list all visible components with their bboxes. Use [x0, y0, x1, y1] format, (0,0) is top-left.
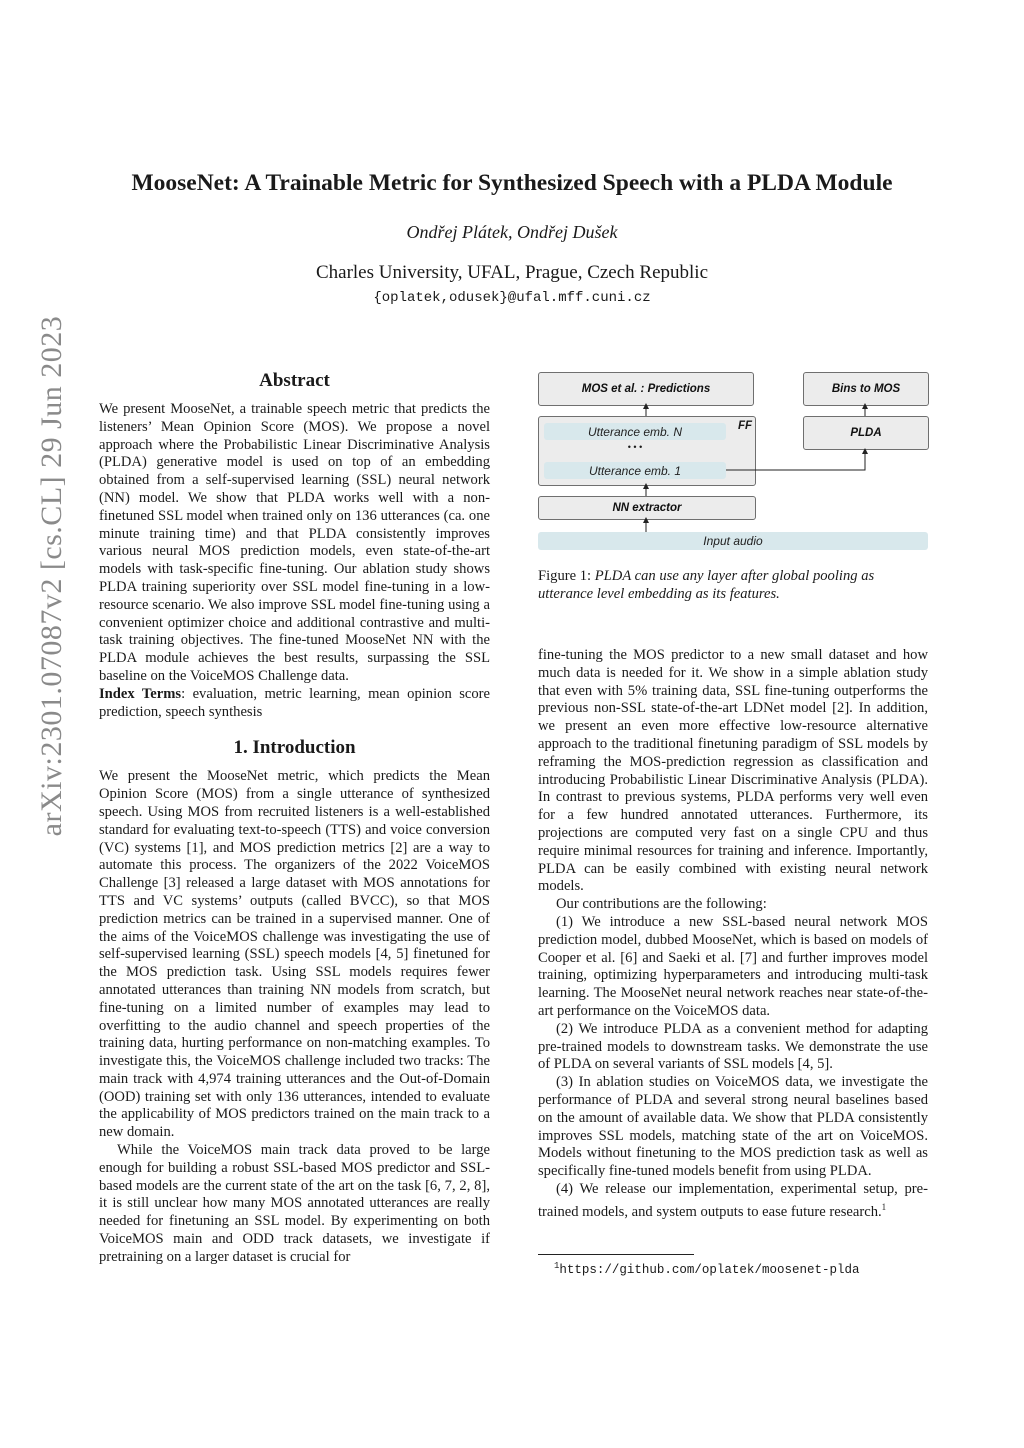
left-column — [99, 370, 490, 1267]
figure-arrows — [538, 370, 930, 552]
body-paragraph: Our contributions are the following: — [556, 896, 767, 913]
email: {oplatek,odusek}@ufal.mff.cuni.cz — [373, 290, 651, 306]
figure-diagram — [538, 370, 930, 552]
input-audio-bar: Input audio — [538, 532, 928, 550]
index-terms-text: : evaluation, metric learning, mean opinion score prediction, speech synthesis — [99, 685, 490, 720]
index-terms — [99, 686, 490, 722]
figure-caption-text: PLDA can use any layer after global pooling as utterance level embedding as its features. — [538, 568, 875, 602]
utterance-emb-1: Utterance emb. 1 — [544, 462, 726, 479]
paper-title: MooseNet: A Trainable Metric for Synthesized Speech with a PLDA Module — [131, 170, 893, 196]
contribution-item: (2) We introduce PLDA as a convenient method for adapting pre-trained models to downstream tasks. We demonstrate the use of PLDA on several variants of SSL models [4, 5]. — [538, 1020, 928, 1073]
figure-caption-label: Figure 1: — [538, 568, 595, 584]
contribution-item — [538, 1181, 928, 1221]
intro-paragraph: While the VoiceMOS main track data proved to be large enough for building a robust SSL-based MOS predictor and SSL-based models are the current state of the art on the task [6, 7, 2, 8], it is still unclear how many MOS annotated utterances are really needed for finetuning an SSL model. By experimenting on both VoiceMOS main and ODD track datasets, we investigate if pretraining on a larger dataset is crucial for — [99, 1142, 490, 1265]
abstract-heading: Abstract — [259, 370, 330, 391]
mos-predictions-box: MOS et al. : Predictions — [538, 372, 754, 406]
abstract-text: We present MooseNet, a trainable speech metric that predicts the listeners’ Mean Opinion Score (MOS). We propose a novel approach where the Probabilistic Linear Discriminative Analysis (PLDA) generative model is used on top of an embedding obtained from a self-supervised learning (SSL) neural network (NN) model. We show that PLDA works well with a non-finetuned SSL model when trained only on 136 utterances (ca. one minute training time) and that PLDA consistently improves various neural MOS prediction models, even state-of-the-art models with task-specific fine-tuning. Our ablation study shows PLDA training superiority over SSL model fine-tuning in a low-resource scenario. We also improve SSL model fine-tuning using a convenient optimizer choice and additional contrastive and multi-task training objectives. The fine-tuned MooseNet NN with the PLDA module achieves the best results, surpassing the SSL baseline on the VoiceMOS Challenge data. — [99, 401, 490, 684]
intro-paragraph: We present the MooseNet metric, which predicts the Mean Opinion Score (MOS) from a single utterance of synthesized speech. Using MOS from recruited listeners is a well-established standard for evaluating text-to-speech (TTS) and voice conversion (VC) systems [1], and MOS prediction metrics [2] are a way to automate this process. The organizers of the 2022 VoiceMOS Challenge [3] released a large dataset with MOS annotations for TTS and VC systems’ outputs (called BVCC), so that MOS prediction metrics can be trained in a supervised manner. One of the aims of the VoiceMOS challenge was investigating the use of self-supervised learning (SSL) speech models [4, 5] finetuned for the MOS prediction task. Using SSL models requires fewer annotated utterances than training NN models from scratch, but fine-tuning on a limited number of examples may lead to overfitting to the audio channel and speech properties of the training data, hurting performance on non-matching examples. To investigate this, the VoiceMOS challenge included two tracks: The main track with 4,974 training utterances and the Out-of-Domain (OOD) training set with only 136 utterances, intended to evaluate the applicability of MOS predictors trained on the main track to a new domain. — [99, 768, 490, 1141]
footnote-url[interactable]: https://github.com/oplatek/moosenet-plda — [559, 1263, 860, 1278]
arrow-emb-to-plda — [726, 451, 865, 470]
nn-extractor-box: NN extractor — [538, 496, 756, 520]
right-column — [538, 647, 928, 1221]
utterance-emb-n: Utterance emb. N — [544, 423, 726, 440]
plda-box: PLDA — [803, 416, 929, 450]
footnote-ref: 1 — [881, 1201, 887, 1212]
contribution-item: (1) We introduce a new SSL-based neural network MOS prediction model, dubbed MooseNet, which is based on models of Cooper et al. [6] and Saeki et al. [7] and further improves model training, optimizing hyperparameters and introducing multi-task learning. The MooseNet neural network reaches near state-of-the-art performance on the VoiceMOS data. — [538, 913, 928, 1019]
contribution-text: (4) We release our implementation, experimental setup, pre-trained models, and system outputs to ease future research. — [538, 1180, 928, 1220]
figure-caption — [538, 567, 930, 603]
authors: Ondřej Plátek, Ondřej Dušek — [406, 222, 618, 242]
ff-label: FF — [738, 420, 753, 432]
intro-heading: 1. Introduction — [233, 737, 356, 759]
footnote-mark: 1 — [554, 1261, 560, 1271]
body-paragraph: fine-tuning the MOS predictor to a new small dataset and how much data is needed for it. We show in a simple ablation study that even with 5% training data, SSL fine-tuning outperforms the previous non-SSL state-of-the-art LDNet model [2]. In addition, we present an even more effective low-resource alternative approach to the traditional finetuning paradigm of SSL models by reframing the MOS-prediction regression as classification and introducing Probabilistic Linear Discriminative Analysis (PLDA). In contrast to previous systems, PLDA performs very well even for a few hundred annotated utterances. Furthermore, its projections are computed very fast on a single CPU and thus require minimal resources for training and inference. Importantly, PLDA can be easily combined with existing neural network models. — [538, 647, 928, 895]
bins-to-mos-box: Bins to MOS — [803, 372, 929, 406]
arxiv-stamp: arXiv:2301.07087v2 [cs.CL] 29 Jun 2023 — [35, 315, 68, 837]
contribution-item: (3) In ablation studies on VoiceMOS data, we investigate the performance of PLDA and several strong neural baselines based on the amount of available data. We show that PLDA consistently improves SSL models, matching state of the art on VoiceMOS. Models without finetuning to the MOS prediction task as well as specifically fine-tuned models benefit from using PLDA. — [538, 1074, 928, 1180]
index-terms-label: Index Terms — [99, 685, 182, 702]
footnote — [554, 1261, 859, 1277]
affiliation: Charles University, UFAL, Prague, Czech Republic — [315, 262, 709, 283]
ellipsis-dots: • • • — [627, 442, 643, 452]
footnote-rule — [538, 1254, 694, 1255]
